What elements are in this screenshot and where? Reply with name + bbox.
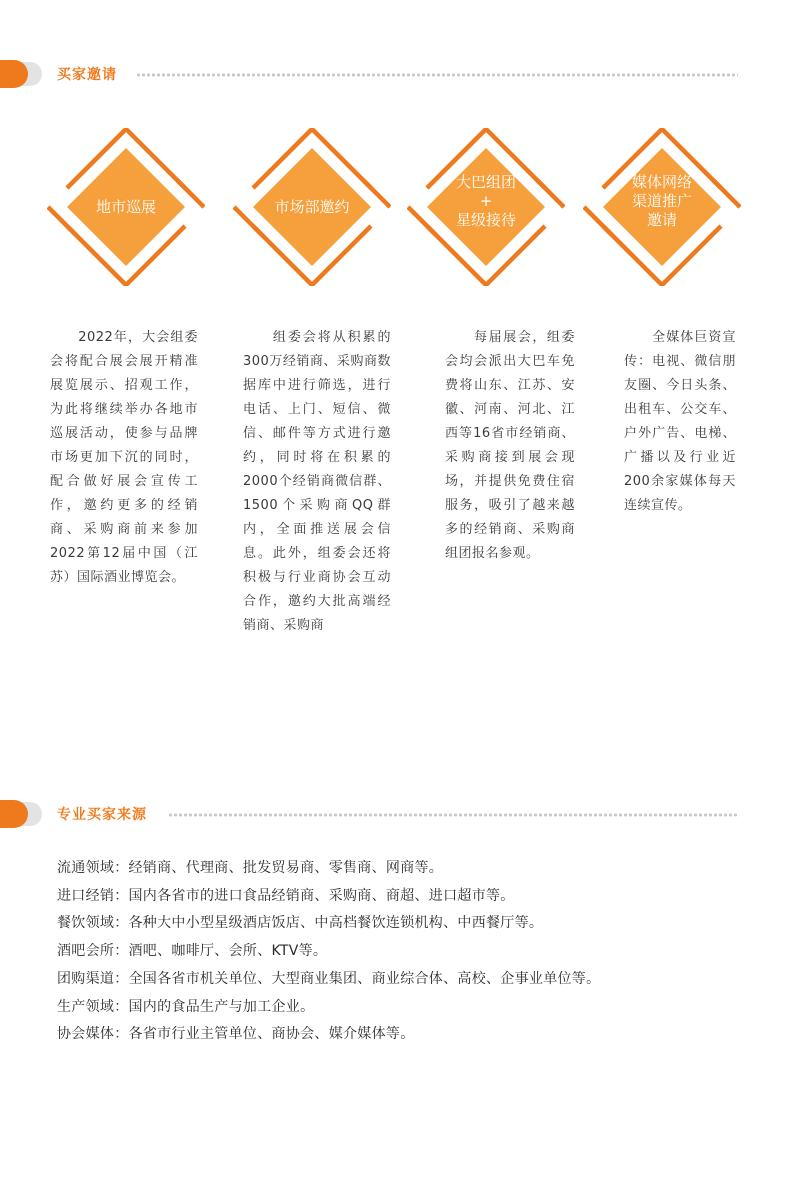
source-value: 全国各省市机关单位、大型商业集团、商业综合体、高校、企事业单位等。	[128, 970, 601, 987]
diamond-label: 媒体网络 渠道推广 邀请	[631, 172, 692, 229]
list-item	[57, 938, 757, 966]
dotted-divider	[136, 73, 738, 77]
card-description-3: 每届展会，组委会均会派出大巴车免费将山东、江苏、安徽、河南、河北、江西等16省市经销商、采购商接到展会现场，并提供免费住宿服务，吸引了越来越多的经销商、采购商组团报名参观。	[445, 330, 575, 561]
tab-marker-icon	[0, 800, 28, 828]
source-value: 经销商、代理商、批发贸易商、零售商、网商等。	[128, 860, 444, 876]
source-label: 生产领域：	[57, 998, 129, 1015]
buyer-source-list	[57, 855, 757, 1049]
source-value: 酒吧、咖啡厅、会所、KTV等。	[128, 943, 328, 960]
section-title: 专业买家来源	[57, 807, 147, 823]
card-description-2: 组委会将从积累的300万经销商、采购商数据库中进行筛选，进行电话、上门、短信、微信、邮件等方式进行邀约，同时将在积累的2000个经销商微信群、1500个采购商QQ群内，全面推送展会信息。此外，组委会还将积极与行业商协会互动合作，邀约大批高端经销商、采购商	[243, 330, 391, 633]
source-label: 协会媒体：	[57, 1026, 129, 1043]
tab-marker-icon	[0, 60, 28, 88]
list-item	[57, 883, 757, 911]
diamond-label: 大巴组团 + 星级接待	[455, 172, 516, 229]
source-label: 酒吧会所：	[57, 943, 129, 960]
source-label: 团购渠道：	[57, 970, 129, 987]
source-value: 各省市行业主管单位、商协会、媒介媒体等。	[128, 1026, 415, 1043]
source-label: 餐饮领域：	[57, 915, 129, 932]
source-value: 各种大中小型星级酒店饭店、中高档餐饮连锁机构、中西餐厅等。	[128, 915, 544, 932]
section-header-buyer-invitation	[0, 60, 794, 90]
diamond-card-3	[407, 128, 565, 286]
diamond-card-1	[47, 128, 205, 286]
card-description-1: 2022年，大会组委会将配合展会展开精准展览展示、招观工作，为此将继续举办各地市巡展活动，使参与品牌市场更加下沉的同时，配合做好展会宣传工作，邀约更多的经销商、采购商前来参加2022第12届中国（江苏）国际酒业博览会。	[50, 330, 198, 585]
source-label: 进口经销：	[57, 887, 129, 904]
list-item	[57, 1021, 757, 1049]
diamond-card-2	[233, 128, 391, 286]
card-description-4: 全媒体巨资宣传：电视、微信朋友圈、今日头条、出租车、公交车、户外广告、电梯、广播以及行业近200余家媒体每天连续宣传。	[624, 330, 736, 513]
list-item	[57, 910, 757, 938]
list-item	[57, 994, 757, 1022]
list-item	[57, 966, 757, 994]
source-value: 国内的食品生产与加工企业。	[128, 998, 315, 1015]
diamond-card-4	[583, 128, 741, 286]
diamond-label: 地市巡展	[95, 197, 156, 216]
section-title: 买家邀请	[57, 67, 117, 83]
dotted-divider	[168, 813, 738, 817]
source-value: 国内各省市的进口食品经销商、采购商、商超、进口超市等。	[128, 887, 515, 904]
section-header-buyer-sources	[0, 800, 794, 830]
source-label: 流通领域：	[57, 860, 129, 876]
list-item	[57, 855, 757, 883]
diamond-label: 市场部邀约	[274, 197, 350, 216]
